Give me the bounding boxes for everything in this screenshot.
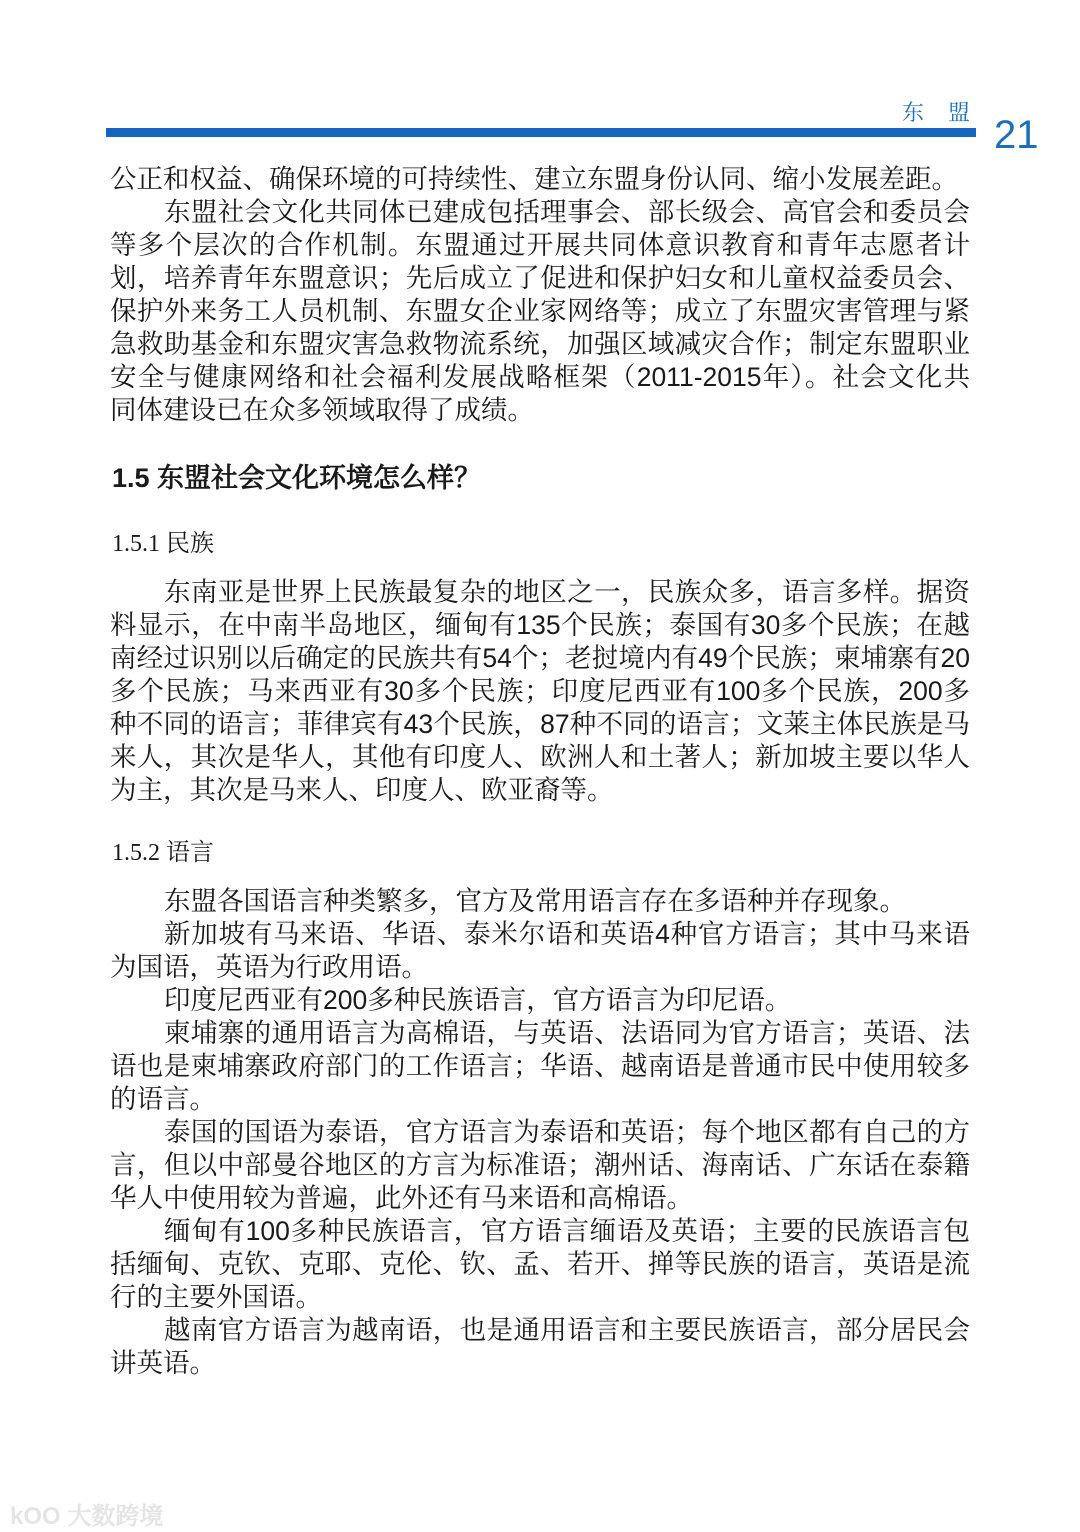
text-line: 保护外来务工人员机制、东盟女企业家网络等；成立了东盟灾害管理与紧 — [110, 296, 970, 326]
text-line: 同体建设已在众多领域取得了成绩。 — [110, 395, 534, 425]
text-line: 讲英语。 — [110, 1348, 216, 1378]
text-line: 泰国的国语为泰语，官方语言为泰语和英语；每个地区都有自己的方 — [164, 1117, 970, 1147]
text-line: 为国语，英语为行政用语。 — [110, 952, 428, 982]
text-line: 言，但以中部曼谷地区的方言为标准语；潮州话、海南话、广东话在泰籍 — [110, 1150, 970, 1180]
text-line: 缅甸有100多种民族语言，官方语言缅语及英语；主要的民族语言包 — [164, 1216, 970, 1246]
text-line: 行的主要外国语。 — [110, 1282, 322, 1312]
text-line: 来人，其次是华人，其他有印度人、欧洲人和土著人；新加坡主要以华人 — [110, 742, 970, 772]
text-line: 急救助基金和东盟灾害急救物流系统，加强区域减灾合作；制定东盟职业 — [110, 329, 970, 359]
text-line: 印度尼西亚有200多种民族语言，官方语言为印尼语。 — [164, 985, 792, 1015]
text-line: 公正和权益、确保环境的可持续性、建立东盟身份认同、缩小发展差距。 — [110, 164, 958, 194]
text-line: 语也是柬埔寨政府部门的工作语言；华语、越南语是普通市民中使用较多 — [110, 1051, 970, 1081]
text-line: 东盟社会文化共同体已建成包括理事会、部长级会、高官会和委员会 — [164, 197, 970, 227]
text-line: 越南官方语言为越南语，也是通用语言和主要民族语言，部分居民会 — [164, 1315, 970, 1345]
subsection-heading: 1.5.2 语言 — [112, 840, 214, 866]
section-heading: 1.5 东盟社会文化环境怎么样？ — [112, 463, 482, 493]
text-line: 种不同的语言；菲律宾有43个民族，87种不同的语言；文莱主体民族是马 — [110, 709, 970, 739]
text-line: 柬埔寨的通用语言为高棉语，与英语、法语同为官方语言；英语、法 — [164, 1018, 970, 1048]
text-line: 多个民族；马来西亚有30多个民族；印度尼西亚有100多个民族，200多 — [110, 676, 970, 706]
text-line: 括缅甸、克钦、克耶、克伦、钦、孟、若开、掸等民族的语言，英语是流 — [110, 1249, 970, 1279]
text-line: 东盟各国语言种类繁多，官方及常用语言存在多语种并存现象。 — [164, 886, 906, 916]
text-line: 为主，其次是马来人、印度人、欧亚裔等。 — [110, 775, 614, 805]
page-number: 21 — [994, 113, 1039, 157]
watermark-text: 大数跨境 — [67, 1503, 164, 1530]
text-line: 料显示，在中南半岛地区，缅甸有135个民族；泰国有30多个民族；在越 — [110, 610, 970, 640]
text-line: 华人中使用较为普遍，此外还有马来语和高棉语。 — [110, 1183, 693, 1213]
text-line: 新加坡有马来语、华语、泰米尔语和英语4种官方语言；其中马来语 — [164, 919, 970, 949]
text-line: 东南亚是世界上民族最复杂的地区之一，民族众多，语言多样。据资 — [164, 577, 970, 607]
subsection-heading: 1.5.1 民族 — [112, 531, 214, 557]
header-rule — [106, 128, 976, 137]
watermark-logo: kOO 大数跨境 — [10, 1503, 164, 1530]
text-line: 的语言。 — [110, 1084, 216, 1114]
text-line: 安全与健康网络和社会福利发展战略框架（2011-2015年）。社会文化共 — [110, 362, 970, 392]
text-line: 划，培养青年东盟意识；先后成立了促进和保护妇女和儿童权益委员会、 — [110, 263, 970, 293]
text-line: 南经过识别以后确定的民族共有54个；老挝境内有49个民族；柬埔寨有20 — [110, 643, 970, 673]
running-header-title: 东盟 — [902, 100, 995, 125]
text-line: 等多个层次的合作机制。东盟通过开展共同体意识教育和青年志愿者计 — [110, 230, 970, 260]
